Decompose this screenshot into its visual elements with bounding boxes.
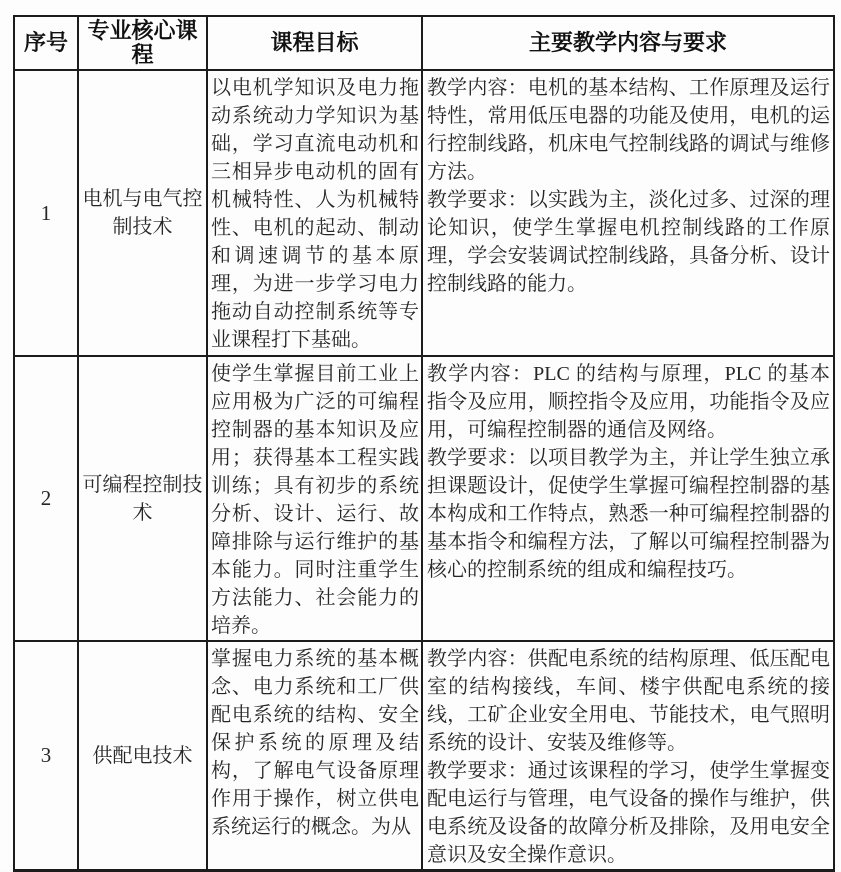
row-1-index: 1 [14, 70, 78, 356]
row-2-index: 2 [14, 356, 78, 641]
row-2-teaching-requirement: 教学要求：以项目教学为主，并让学生独立承担课题设计，促使学生掌握可编程控制器的基本构成和工作特点，熟悉一种可编程控制器的基本指令和编程方法，了解以可编程控制器为核心的控制系统的组成和编程技巧。 [427, 447, 830, 581]
table-row-3 [14, 641, 834, 871]
row-2-course-name: 可编程控制技术 [78, 356, 207, 641]
row-1-course-name: 电机与电气控制技术 [78, 70, 207, 356]
row-3-teaching-cell [422, 641, 834, 871]
row-2-course-objective: 使学生掌握目前工业上应用极为广泛的可编程控制器的基本知识及应用；获得基本工程实践训练；具有初步的系统分析、设计、运行、故障排除与运行维护的基本能力。同时注重学生方法能力、社会能力的培养。 [207, 356, 422, 641]
curriculum-table [13, 15, 835, 872]
row-1-course-objective: 以电机学知识及电力拖动系统动力学知识为基础，学习直流电动机和三相异步电动机的固有机械特性、人为机械特性、电机的起动、制动和调速调节的基本原理，为进一步学习电力拖动自动控制系统等专业课程打下基础。 [207, 70, 422, 356]
header-teaching-content: 主要教学内容与要求 [422, 16, 834, 70]
row-3-teaching-content: 教学内容：供配电系统的结构原理、低压配电室的结构接线，车间、楼宇供配电系统的接线，工矿企业安全用电、节能技术，电气照明系统的设计、安装及维修等。 [427, 648, 830, 754]
header-core-course: 专业核心课程 [78, 16, 207, 70]
row-2-teaching-content: 教学内容：PLC 的结构与原理，PLC 的基本指令及应用，顺控指令及应用，功能指令及应用，可编程控制器的通信及网络。 [427, 363, 830, 441]
table-row-2 [14, 356, 834, 641]
row-2-teaching-cell [422, 356, 834, 641]
row-1-teaching-cell [422, 70, 834, 356]
row-3-index: 3 [14, 641, 78, 871]
row-1-teaching-content: 教学内容：电机的基本结构、工作原理及运行特性，常用低压电器的功能及使用，电机的运行控制线路，机床电气控制线路的调试与维修方法。 [427, 77, 830, 183]
header-row [14, 16, 834, 70]
row-3-course-name: 供配电技术 [78, 641, 207, 871]
row-3-course-objective: 掌握电力系统的基本概念、电力系统和工厂供配电系统的结构、安全保护系统的原理及结构，了解电气设备原理作用于操作，树立供电系统运行的概念。为从 [207, 641, 422, 871]
row-1-teaching-requirement: 教学要求：以实践为主，淡化过多、过深的理论知识，使学生掌握电机控制线路的工作原理，学会安装调试控制线路，具备分析、设计控制线路的能力。 [427, 189, 830, 295]
header-index: 序号 [14, 16, 78, 70]
row-3-teaching-requirement: 教学要求：通过该课程的学习，使学生掌握变配电运行与管理，电气设备的操作与维护，供电系统及设备的故障分析及排除，及用电安全意识及安全操作意识。 [427, 760, 830, 866]
table-row-1 [14, 70, 834, 356]
header-course-objective: 课程目标 [207, 16, 422, 70]
